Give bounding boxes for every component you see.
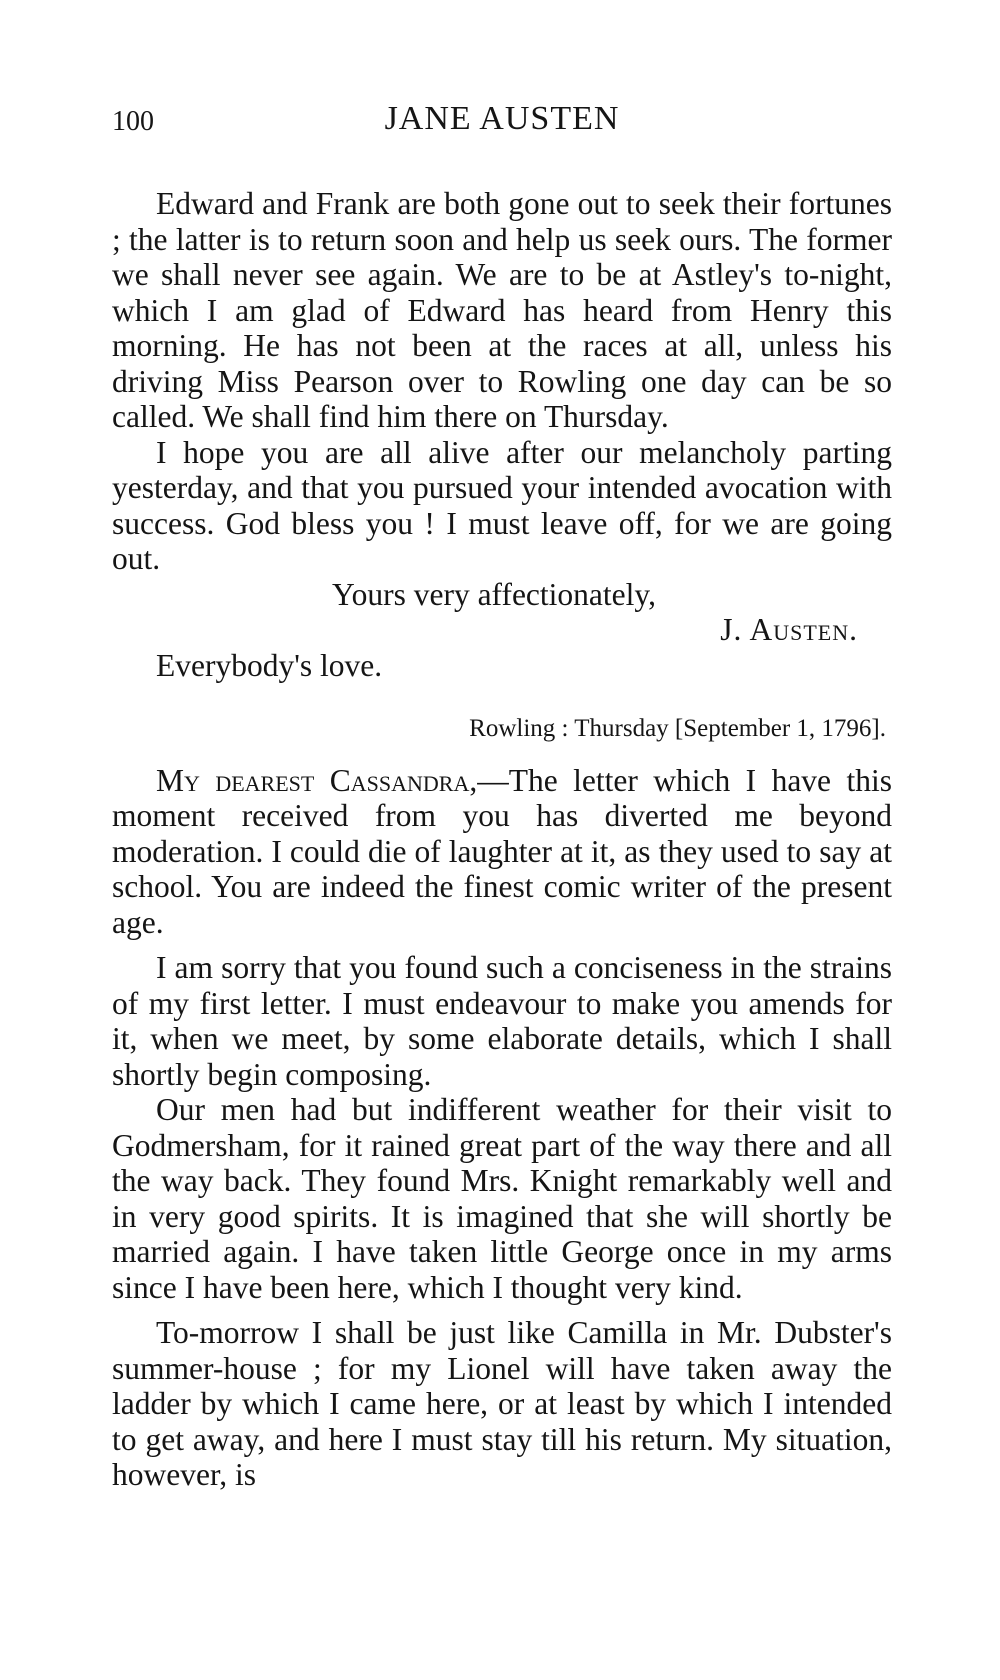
letter1-postscript: Everybody's love. xyxy=(156,647,383,683)
letter2-dateline: Rowling : Thursday [September 1, 1796]. xyxy=(469,715,886,742)
letter2-paragraph-1-text: —The letter which I have this moment received from you has diverted me beyond moderation. I could die of laughter at it, as they used to say at school. You are indeed the finest comic writer of the present age. xyxy=(112,762,892,940)
letter2-paragraph-2: I am sorry that you found such a conciseness in the strains of my first letter. I must endeavour to make you amends for it, when we meet, by some elaborate details, which I shall shortly begin composing. xyxy=(112,950,892,1092)
book-page xyxy=(112,100,892,1493)
letter1-paragraph-2: I hope you are all alive after our melancholy parting yesterday, and that you pursued your intended avocation with success. God bless you ! I must leave off, for we are going out. xyxy=(112,434,892,576)
letter2-paragraph-4: To-morrow I shall be just like Camilla in Mr. Dubster's summer-house ; for my Lionel will have taken away the ladder by which I came here, or at least by which I intended to get away, and here I must stay till his return. My situation, however, is xyxy=(112,1315,892,1492)
letter1-signature: J. Austen. xyxy=(720,612,858,647)
letter1-paragraph-1: Edward and Frank are both gone out to seek their fortunes ; the latter is to return soon and help us seek ours. The former we shall never see again. We are to be at Astley's to-night, which I am glad of Edward has heard from Henry this morning. He has not been at the races at all, unless his driving Miss Pearson over to Rowling one day can be so called. We shall find him there on Thursday. xyxy=(112,186,892,434)
letter2-paragraph-1 xyxy=(112,763,892,941)
page-header xyxy=(112,100,892,140)
page-number: 100 xyxy=(112,106,154,137)
letter2-paragraph-3: Our men had but indifferent weather for their visit to Godmersham, for it rained great part of the way there and all the way back. They found Mrs. Knight remarkably well and in very good spirits. It is imagined that she will shortly be married again. I have taken little George once in my arms since I have been here, which I thought very kind. xyxy=(112,1092,892,1305)
running-title: JANE AUSTEN xyxy=(384,100,620,137)
body-text xyxy=(112,186,892,1493)
letter1-closing: Yours very affectionately, xyxy=(332,576,656,612)
letter2-salutation: My dearest Cassandra, xyxy=(156,762,478,798)
